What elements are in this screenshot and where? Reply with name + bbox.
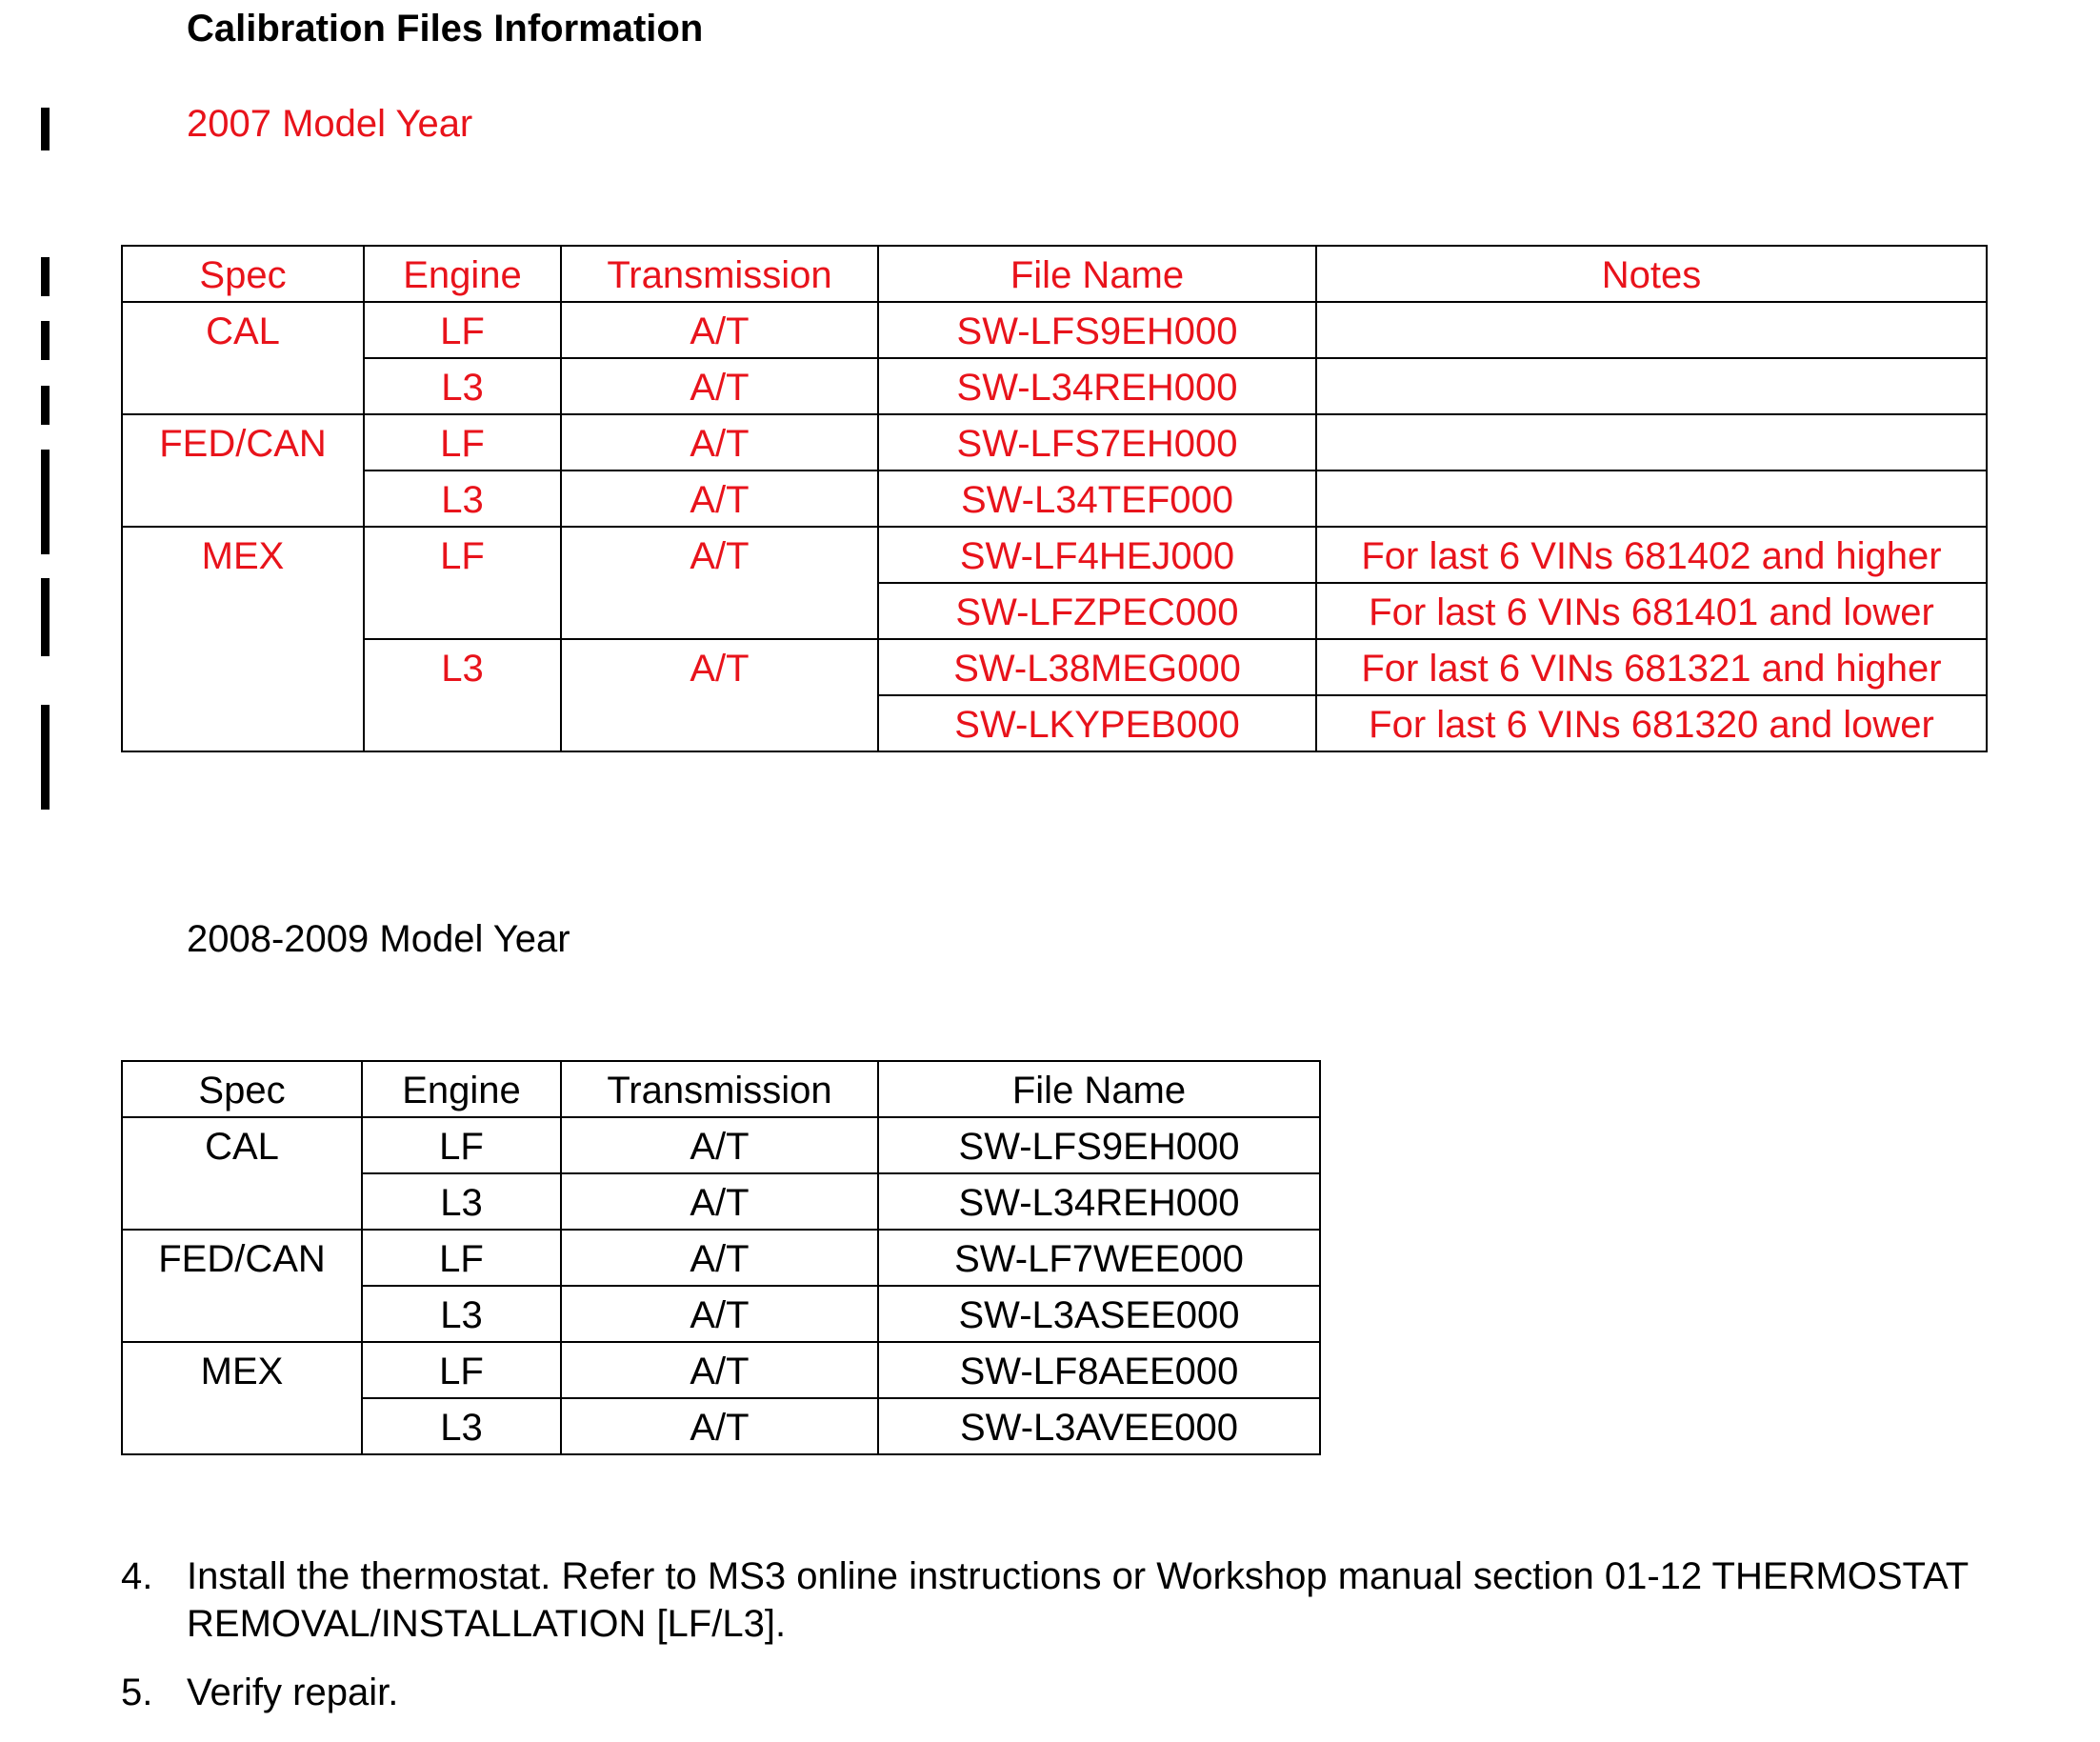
heading-2007-model-year: 2007 Model Year	[187, 103, 473, 145]
transmission-cell: A/T	[561, 1173, 878, 1230]
spec-cell: MEX	[122, 1342, 362, 1454]
table-row	[122, 639, 1987, 695]
revision-bar	[41, 108, 50, 150]
engine-cell: LF	[364, 414, 561, 471]
notes-cell	[1316, 471, 1987, 527]
column-header-spec: Spec	[122, 246, 364, 302]
revision-bar	[41, 578, 50, 656]
file-name-cell: SW-LF4HEJ000	[878, 527, 1316, 583]
column-header-file-name: File Name	[878, 246, 1316, 302]
revision-bar	[41, 321, 50, 360]
spec-cell: CAL	[122, 1117, 362, 1230]
transmission-cell: A/T	[561, 1117, 878, 1173]
notes-cell	[1316, 302, 1987, 358]
column-header-transmission: Transmission	[561, 1061, 878, 1117]
table-row	[122, 471, 1987, 527]
engine-cell: LF	[362, 1230, 561, 1286]
engine-cell: LF	[362, 1342, 561, 1398]
step-text: Verify repair.	[187, 1672, 399, 1713]
column-header-engine: Engine	[364, 246, 561, 302]
engine-cell: L3	[362, 1398, 561, 1454]
table-row	[122, 1230, 1320, 1286]
engine-cell: L3	[364, 471, 561, 527]
column-header-transmission: Transmission	[561, 246, 878, 302]
file-name-cell: SW-L34TEF000	[878, 471, 1316, 527]
transmission-cell: A/T	[561, 1230, 878, 1286]
calibration-table-2007	[121, 245, 1988, 752]
engine-cell: L3	[362, 1173, 561, 1230]
table-row	[122, 302, 1987, 358]
notes-cell	[1316, 414, 1987, 471]
file-name-cell: SW-LF7WEE000	[878, 1230, 1320, 1286]
file-name-cell: SW-L3ASEE000	[878, 1286, 1320, 1342]
table-row	[122, 358, 1987, 414]
transmission-cell: A/T	[561, 1398, 878, 1454]
column-header-file-name: File Name	[878, 1061, 1320, 1117]
revision-bar	[41, 257, 50, 296]
transmission-cell: A/T	[561, 527, 878, 639]
notes-cell: For last 6 VINs 681321 and higher	[1316, 639, 1987, 695]
transmission-cell: A/T	[561, 302, 878, 358]
revision-bar	[41, 705, 50, 810]
spec-cell: FED/CAN	[122, 414, 364, 527]
notes-cell: For last 6 VINs 681320 and lower	[1316, 695, 1987, 751]
file-name-cell: SW-LKYPEB000	[878, 695, 1316, 751]
spec-cell: FED/CAN	[122, 1230, 362, 1342]
engine-cell: L3	[364, 358, 561, 414]
calibration-table-2008-2009	[121, 1060, 1321, 1455]
table-row	[122, 527, 1987, 583]
engine-cell: LF	[364, 302, 561, 358]
engine-cell: LF	[364, 527, 561, 639]
file-name-cell: SW-L38MEG000	[878, 639, 1316, 695]
transmission-cell: A/T	[561, 639, 878, 751]
table-header-row	[122, 246, 1987, 302]
file-name-cell: SW-L34REH000	[878, 1173, 1320, 1230]
spec-cell: MEX	[122, 527, 364, 751]
spec-cell: CAL	[122, 302, 364, 414]
heading-2008-2009-model-year: 2008-2009 Model Year	[187, 918, 570, 960]
page-title: Calibration Files Information	[187, 8, 704, 50]
engine-cell: L3	[364, 639, 561, 751]
column-header-engine: Engine	[362, 1061, 561, 1117]
table-row	[122, 414, 1987, 471]
revision-bar	[41, 450, 50, 554]
notes-cell: For last 6 VINs 681401 and lower	[1316, 583, 1987, 639]
table-row	[122, 1342, 1320, 1398]
file-name-cell: SW-LFS9EH000	[878, 302, 1316, 358]
transmission-cell: A/T	[561, 358, 878, 414]
transmission-cell: A/T	[561, 414, 878, 471]
file-name-cell: SW-LF8AEE000	[878, 1342, 1320, 1398]
file-name-cell: SW-LFS7EH000	[878, 414, 1316, 471]
step-number: 4.	[121, 1555, 153, 1597]
revision-bar	[41, 386, 50, 425]
table-header-row	[122, 1061, 1320, 1117]
file-name-cell: SW-LFZPEC000	[878, 583, 1316, 639]
step-text: Install the thermostat. Refer to MS3 online instructions or Workshop manual section 01-12 THERMOSTAT REMOVAL/INSTALLATION [LF/L3].	[187, 1555, 1969, 1645]
engine-cell: L3	[362, 1286, 561, 1342]
file-name-cell: SW-L34REH000	[878, 358, 1316, 414]
column-header-notes: Notes	[1316, 246, 1987, 302]
notes-cell: For last 6 VINs 681402 and higher	[1316, 527, 1987, 583]
transmission-cell: A/T	[561, 1286, 878, 1342]
transmission-cell: A/T	[561, 471, 878, 527]
column-header-spec: Spec	[122, 1061, 362, 1117]
file-name-cell: SW-LFS9EH000	[878, 1117, 1320, 1173]
table-row	[122, 1117, 1320, 1173]
transmission-cell: A/T	[561, 1342, 878, 1398]
engine-cell: LF	[362, 1117, 561, 1173]
notes-cell	[1316, 358, 1987, 414]
file-name-cell: SW-L3AVEE000	[878, 1398, 1320, 1454]
step-number: 5.	[121, 1672, 153, 1713]
